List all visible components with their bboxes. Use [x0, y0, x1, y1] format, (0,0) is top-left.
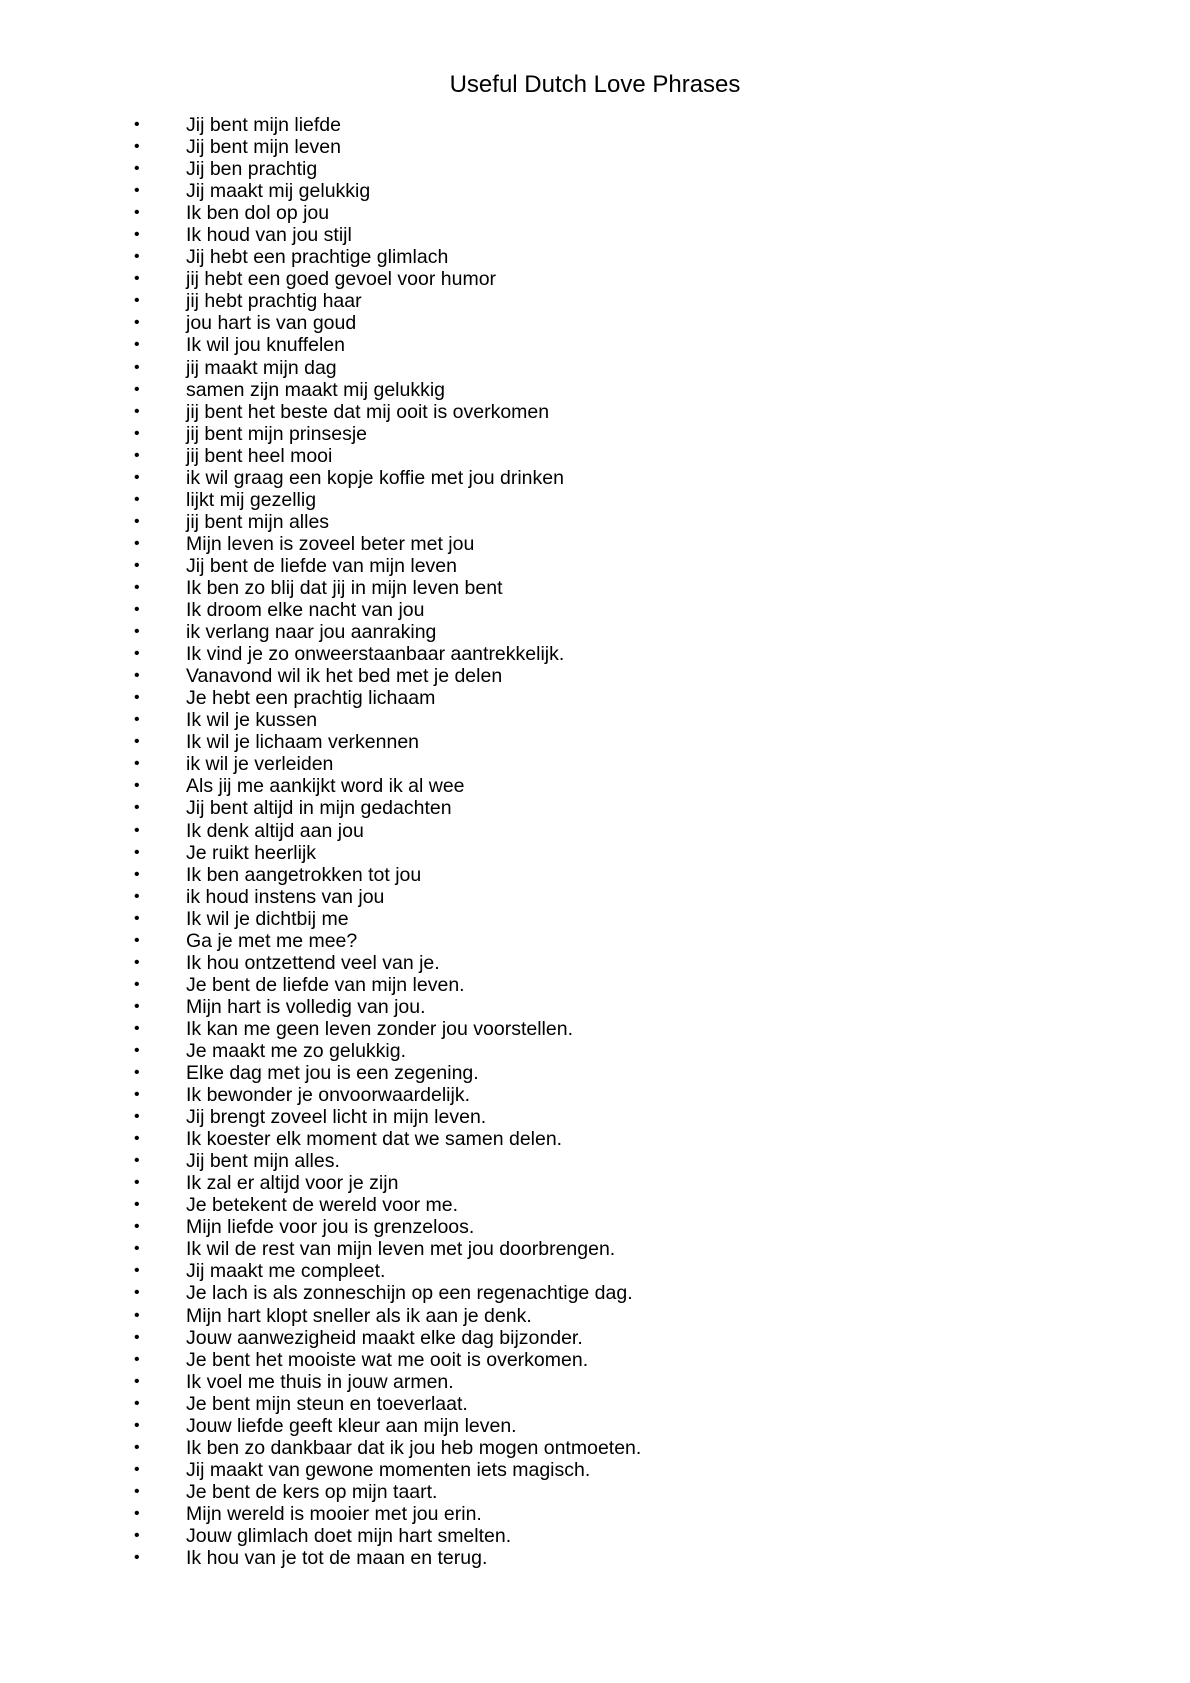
list-item	[0, 731, 1190, 753]
list-item	[0, 753, 1190, 775]
phrase-text: Je hebt een prachtig lichaam	[186, 687, 436, 710]
phrase-text: ik wil je verleiden	[186, 753, 334, 776]
bullet-icon: •	[134, 204, 140, 222]
phrase-text: Jij bent mijn leven	[186, 136, 341, 159]
phrase-text: Jij maakt van gewone momenten iets magisch.	[186, 1458, 591, 1481]
list-item	[0, 1260, 1190, 1282]
bullet-icon: •	[134, 733, 140, 751]
phrase-text: Jij brengt zoveel licht in mijn leven.	[186, 1106, 487, 1129]
bullet-icon: •	[134, 777, 140, 795]
list-item	[0, 643, 1190, 665]
phrase-text: Ik wil de rest van mijn leven met jou doorbrengen.	[186, 1238, 616, 1261]
phrase-text: Jij bent mijn alles.	[186, 1150, 340, 1173]
phrase-text: jij bent het beste dat mij ooit is overkomen	[186, 400, 550, 423]
phrase-text: Jij bent de liefde van mijn leven	[186, 554, 457, 577]
list-item	[0, 1194, 1190, 1216]
phrase-text: jij bent mijn alles	[186, 510, 330, 533]
phrase-text: Jij ben prachtig	[186, 158, 318, 181]
bullet-icon: •	[134, 821, 140, 839]
phrase-text: Ik wil je lichaam verkennen	[186, 731, 420, 754]
phrase-text: Jij bent mijn liefde	[186, 114, 341, 136]
list-item	[0, 379, 1190, 401]
bullet-icon: •	[134, 248, 140, 266]
bullet-icon: •	[134, 1482, 140, 1500]
list-item	[0, 423, 1190, 445]
bullet-icon: •	[134, 1527, 140, 1544]
list-item	[0, 1415, 1190, 1437]
phrase-text: ik houd instens van jou	[186, 885, 385, 908]
bullet-icon: •	[134, 336, 140, 354]
list-item	[0, 1547, 1190, 1569]
bullet-icon: •	[134, 1394, 140, 1412]
list-item	[0, 908, 1190, 930]
phrase-text: Jouw liefde geeft kleur aan mijn leven.	[186, 1414, 517, 1437]
bullet-icon: •	[134, 975, 140, 993]
bullet-icon: •	[134, 1041, 140, 1059]
list-item	[0, 1106, 1190, 1128]
bullet-icon: •	[134, 865, 140, 883]
bullet-icon: •	[134, 292, 140, 310]
list-item	[0, 334, 1190, 356]
phrase-text: Jouw aanwezigheid maakt elke dag bijzonder.	[186, 1326, 583, 1349]
list-item	[0, 1128, 1190, 1150]
list-item	[0, 401, 1190, 423]
bullet-icon: •	[134, 931, 140, 949]
bullet-icon: •	[134, 1549, 140, 1567]
list-item	[0, 1349, 1190, 1371]
list-item	[0, 1481, 1190, 1503]
list-item	[0, 1150, 1190, 1172]
bullet-icon: •	[134, 534, 140, 552]
list-item	[0, 996, 1190, 1018]
phrase-text: Mijn hart is volledig van jou.	[186, 995, 426, 1018]
list-item	[0, 158, 1190, 180]
phrase-text: Mijn wereld is mooier met jou erin.	[186, 1502, 482, 1525]
list-item	[0, 1371, 1190, 1393]
list-item	[0, 1327, 1190, 1349]
list-item	[0, 1459, 1190, 1481]
list-item	[0, 180, 1190, 202]
list-item	[0, 864, 1190, 886]
bullet-icon: •	[134, 358, 140, 376]
phrase-text: Jij maakt mij gelukkig	[186, 180, 371, 203]
list-item	[0, 599, 1190, 621]
bullet-icon: •	[134, 667, 140, 685]
bullet-icon: •	[134, 1019, 140, 1037]
bullet-icon: •	[134, 1064, 140, 1082]
list-item	[0, 709, 1190, 731]
phrase-text: jij bent heel mooi	[186, 444, 333, 467]
list-item	[0, 511, 1190, 533]
phrase-list	[0, 114, 1190, 1569]
bullet-icon: •	[134, 1504, 140, 1522]
phrase-text: lijkt mij gezellig	[186, 488, 317, 511]
bullet-icon: •	[134, 116, 140, 133]
bullet-icon: •	[134, 1328, 140, 1346]
phrase-text: Je bent de liefde van mijn leven.	[186, 973, 465, 996]
bullet-icon: •	[134, 1196, 140, 1214]
phrase-text: Je bent het mooiste wat me ooit is overkomen.	[186, 1348, 589, 1371]
list-item	[0, 489, 1190, 511]
list-item	[0, 1503, 1190, 1525]
bullet-icon: •	[134, 182, 140, 200]
bullet-icon: •	[134, 578, 140, 596]
bullet-icon: •	[134, 270, 140, 288]
bullet-icon: •	[134, 556, 140, 574]
bullet-icon: •	[134, 1174, 140, 1192]
phrase-text: Ik bewonder je onvoorwaardelijk.	[186, 1084, 470, 1107]
list-item	[0, 312, 1190, 334]
list-item	[0, 1282, 1190, 1304]
list-item	[0, 1018, 1190, 1040]
phrase-text: Je maakt me zo gelukkig.	[186, 1039, 407, 1062]
bullet-icon: •	[134, 1152, 140, 1170]
phrase-text: Ik hou van je tot de maan en terug.	[186, 1547, 488, 1570]
list-item	[0, 665, 1190, 687]
bullet-icon: •	[134, 755, 140, 773]
bullet-icon: •	[134, 1262, 140, 1280]
phrase-text: Jouw glimlach doet mijn hart smelten.	[186, 1525, 512, 1547]
phrase-text: Ik hou ontzettend veel van je.	[186, 951, 440, 974]
bullet-icon: •	[134, 645, 140, 663]
list-item	[0, 555, 1190, 577]
bullet-icon: •	[134, 1306, 140, 1324]
list-item	[0, 1062, 1190, 1084]
phrase-text: Ik ben aangetrokken tot jou	[186, 863, 422, 886]
bullet-icon: •	[134, 160, 140, 178]
bullet-icon: •	[134, 623, 140, 641]
list-item	[0, 1525, 1190, 1547]
list-item	[0, 974, 1190, 996]
list-item	[0, 1305, 1190, 1327]
bullet-icon: •	[134, 1240, 140, 1258]
bullet-icon: •	[134, 138, 140, 156]
list-item	[0, 1238, 1190, 1260]
phrase-text: Ik voel me thuis in jouw armen.	[186, 1370, 454, 1393]
bullet-icon: •	[134, 1372, 140, 1390]
list-item	[0, 952, 1190, 974]
list-item	[0, 533, 1190, 555]
bullet-icon: •	[134, 380, 140, 398]
phrase-text: Ik ben zo dankbaar dat ik jou heb mogen ontmoeten.	[186, 1436, 642, 1459]
list-item	[0, 136, 1190, 158]
list-item	[0, 246, 1190, 268]
list-item	[0, 445, 1190, 467]
bullet-icon: •	[134, 909, 140, 927]
list-item	[0, 842, 1190, 864]
list-item	[0, 1172, 1190, 1194]
bullet-icon: •	[134, 468, 140, 486]
phrase-text: jij hebt prachtig haar	[186, 290, 362, 313]
bullet-icon: •	[134, 1416, 140, 1434]
list-item	[0, 224, 1190, 246]
phrase-text: Ik koester elk moment dat we samen delen.	[186, 1128, 563, 1151]
bullet-icon: •	[134, 314, 140, 332]
phrase-text: Je bent mijn steun en toeverlaat.	[186, 1392, 468, 1415]
phrase-text: Mijn hart klopt sneller als ik aan je denk.	[186, 1304, 532, 1327]
phrase-text: Jij hebt een prachtige glimlach	[186, 246, 449, 269]
bullet-icon: •	[134, 512, 140, 530]
bullet-icon: •	[134, 402, 140, 420]
bullet-icon: •	[134, 226, 140, 244]
phrase-text: Ik houd van jou stijl	[186, 224, 352, 247]
bullet-icon: •	[134, 446, 140, 464]
bullet-icon: •	[134, 1438, 140, 1456]
bullet-icon: •	[134, 1130, 140, 1148]
list-item	[0, 1084, 1190, 1106]
list-item	[0, 930, 1190, 952]
bullet-icon: •	[134, 887, 140, 905]
phrase-text: Ik wil je kussen	[186, 709, 318, 732]
bullet-icon: •	[134, 1460, 140, 1478]
bullet-icon: •	[134, 689, 140, 707]
bullet-icon: •	[134, 953, 140, 971]
list-item	[0, 1437, 1190, 1459]
bullet-icon: •	[134, 843, 140, 861]
phrase-text: jij bent mijn prinsesje	[186, 422, 367, 445]
phrase-text: samen zijn maakt mij gelukkig	[186, 378, 446, 401]
phrase-text: Als jij me aankijkt word ik al wee	[186, 775, 465, 798]
list-item	[0, 687, 1190, 709]
phrase-text: Mijn liefde voor jou is grenzeloos.	[186, 1216, 475, 1239]
list-item	[0, 1040, 1190, 1062]
bullet-icon: •	[134, 1350, 140, 1368]
list-item	[0, 202, 1190, 224]
phrase-text: Ga je met me mee?	[186, 929, 358, 952]
phrase-text: Je ruikt heerlijk	[186, 841, 317, 864]
list-item	[0, 577, 1190, 599]
phrase-text: Jij bent altijd in mijn gedachten	[186, 797, 452, 820]
list-item	[0, 1393, 1190, 1415]
phrase-text: Ik kan me geen leven zonder jou voorstellen.	[186, 1017, 573, 1040]
phrase-text: jou hart is van goud	[186, 312, 357, 335]
bullet-icon: •	[134, 711, 140, 729]
phrase-text: Vanavond wil ik het bed met je delen	[186, 665, 503, 688]
list-item	[0, 621, 1190, 643]
list-item	[0, 1216, 1190, 1238]
phrase-text: Ik wil jou knuffelen	[186, 334, 345, 357]
phrase-text: Ik vind je zo onweerstaanbaar aantrekkelijk.	[186, 643, 565, 666]
list-item	[0, 290, 1190, 312]
page-title: Useful Dutch Love Phrases	[449, 71, 741, 98]
list-item	[0, 268, 1190, 290]
bullet-icon: •	[134, 799, 140, 817]
phrase-text: Ik zal er altijd voor je zijn	[186, 1172, 399, 1195]
list-item	[0, 114, 1190, 136]
list-item	[0, 357, 1190, 379]
phrase-text: Je lach is als zonneschijn op een regenachtige dag.	[186, 1282, 633, 1305]
phrase-text: ik verlang naar jou aanraking	[186, 621, 437, 644]
phrase-text: Elke dag met jou is een zegening.	[186, 1062, 479, 1085]
list-item	[0, 797, 1190, 819]
phrase-text: Je betekent de wereld voor me.	[186, 1194, 459, 1217]
phrase-text: Ik wil je dichtbij me	[186, 907, 349, 930]
list-item	[0, 467, 1190, 489]
phrase-text: Mijn leven is zoveel beter met jou	[186, 532, 475, 555]
bullet-icon: •	[134, 1086, 140, 1104]
bullet-icon: •	[134, 601, 140, 619]
list-item	[0, 886, 1190, 908]
phrase-text: Ik ben dol op jou	[186, 202, 330, 225]
phrase-text: ik wil graag een kopje koffie met jou drinken	[186, 466, 564, 489]
bullet-icon: •	[134, 1108, 140, 1126]
list-item	[0, 820, 1190, 842]
bullet-icon: •	[134, 490, 140, 508]
bullet-icon: •	[134, 1284, 140, 1302]
list-item	[0, 775, 1190, 797]
bullet-icon: •	[134, 997, 140, 1015]
phrase-text: Je bent de kers op mijn taart.	[186, 1480, 438, 1503]
bullet-icon: •	[134, 424, 140, 442]
phrase-text: jij maakt mijn dag	[186, 356, 337, 379]
phrase-text: Ik ben zo blij dat jij in mijn leven bent	[186, 576, 503, 599]
bullet-icon: •	[134, 1218, 140, 1236]
phrase-text: Ik droom elke nacht van jou	[186, 599, 425, 622]
phrase-text: jij hebt een goed gevoel voor humor	[186, 268, 497, 291]
phrase-text: Ik denk altijd aan jou	[186, 819, 364, 842]
phrase-text: Jij maakt me compleet.	[186, 1260, 386, 1283]
